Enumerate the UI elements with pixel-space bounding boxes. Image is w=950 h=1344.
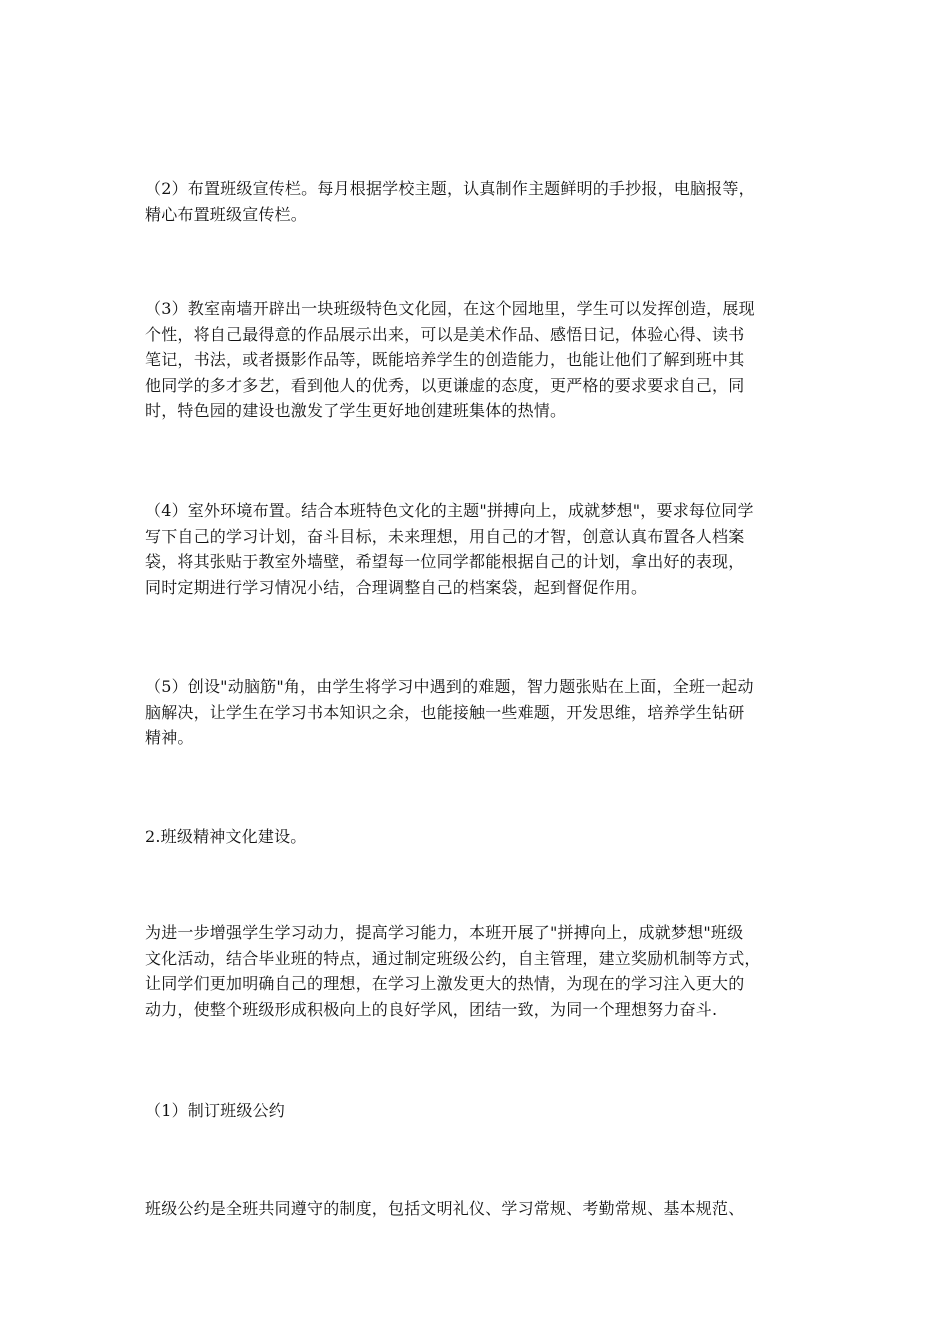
text-line: 2.班级精神文化建设。 xyxy=(145,827,307,846)
text-line: 个性，将自己最得意的作品展示出来，可以是美术作品、感悟日记，体验心得、读书 xyxy=(145,324,745,344)
section-heading-spiritual-culture xyxy=(145,824,810,850)
paragraph-class-convention xyxy=(145,1196,810,1222)
text-line: 脑解决，让学生在学习书本知识之余，也能接触一些难题，开发思维，培养学生钻研 xyxy=(145,702,745,722)
text-line: 班级公约是全班共同遵守的制度，包括文明礼仪、学习常规、考勤常规、基本规范、 xyxy=(145,1199,745,1218)
subheading-class-convention xyxy=(145,1098,810,1124)
text-line: 笔记，书法，或者摄影作品等，既能培养学生的创造能力，也能让他们了解到班中其 xyxy=(145,350,745,369)
paragraph-classroom-bulletin xyxy=(145,176,810,227)
paragraph-culture-activity xyxy=(145,920,810,1022)
text-line: 同时定期进行学习情况小结，合理调整自己的档案袋，起到督促作用。 xyxy=(145,577,648,597)
paragraph-outdoor-layout xyxy=(145,498,810,600)
text-line: 为进一步增强学生学习动力，提高学习能力，本班开展了"拼搏向上，成就梦想"班级 xyxy=(145,923,744,942)
text-line: 精心布置班级宣传栏。 xyxy=(145,204,308,224)
text-line: 动力，使整个班级形成积极向上的良好学风，团结一致，为同一个理想努力奋斗. xyxy=(145,999,718,1019)
text-line: 让同学们更加明确自己的理想，在学习上激发更大的热情，为现在的学习注入更大的 xyxy=(145,974,745,993)
paragraph-brain-corner xyxy=(145,674,810,751)
text-line: （5）创设"动脑筋"角，由学生将学习中遇到的难题，智力题张贴在上面，全班一起动 xyxy=(145,677,754,696)
paragraph-culture-garden xyxy=(145,296,810,424)
text-line: 文化活动，结合毕业班的特点，通过制定班级公约，自主管理，建立奖励机制等方式， xyxy=(145,948,761,968)
text-line: 时，特色园的建设也激发了学生更好地创建班集体的热情。 xyxy=(145,401,567,420)
text-line: 写下自己的学习计划，奋斗目标，未来理想，用自己的才智，创意认真布置各人档案 xyxy=(145,526,745,546)
text-line: （1）制订班级公约 xyxy=(145,1101,285,1120)
text-line: （4）室外环境布置。结合本班特色文化的主题"拼搏向上，成就梦想"，要求每位同学 xyxy=(145,501,754,520)
text-line: （2）布置班级宣传栏。每月根据学校主题，认真制作主题鲜明的手抄报，电脑报等， xyxy=(145,179,755,198)
text-line: （3）教室南墙开辟出一块班级特色文化园，在这个园地里，学生可以发挥创造，展现 xyxy=(145,299,755,318)
text-line: 他同学的多才多艺，看到他人的优秀，以更谦虚的态度，更严格的要求要求自己，同 xyxy=(145,375,745,395)
text-line: 袋，将其张贴于教室外墙壁，希望每一位同学都能根据自己的计划，拿出好的表现， xyxy=(145,552,745,571)
text-line: 精神。 xyxy=(145,728,194,747)
